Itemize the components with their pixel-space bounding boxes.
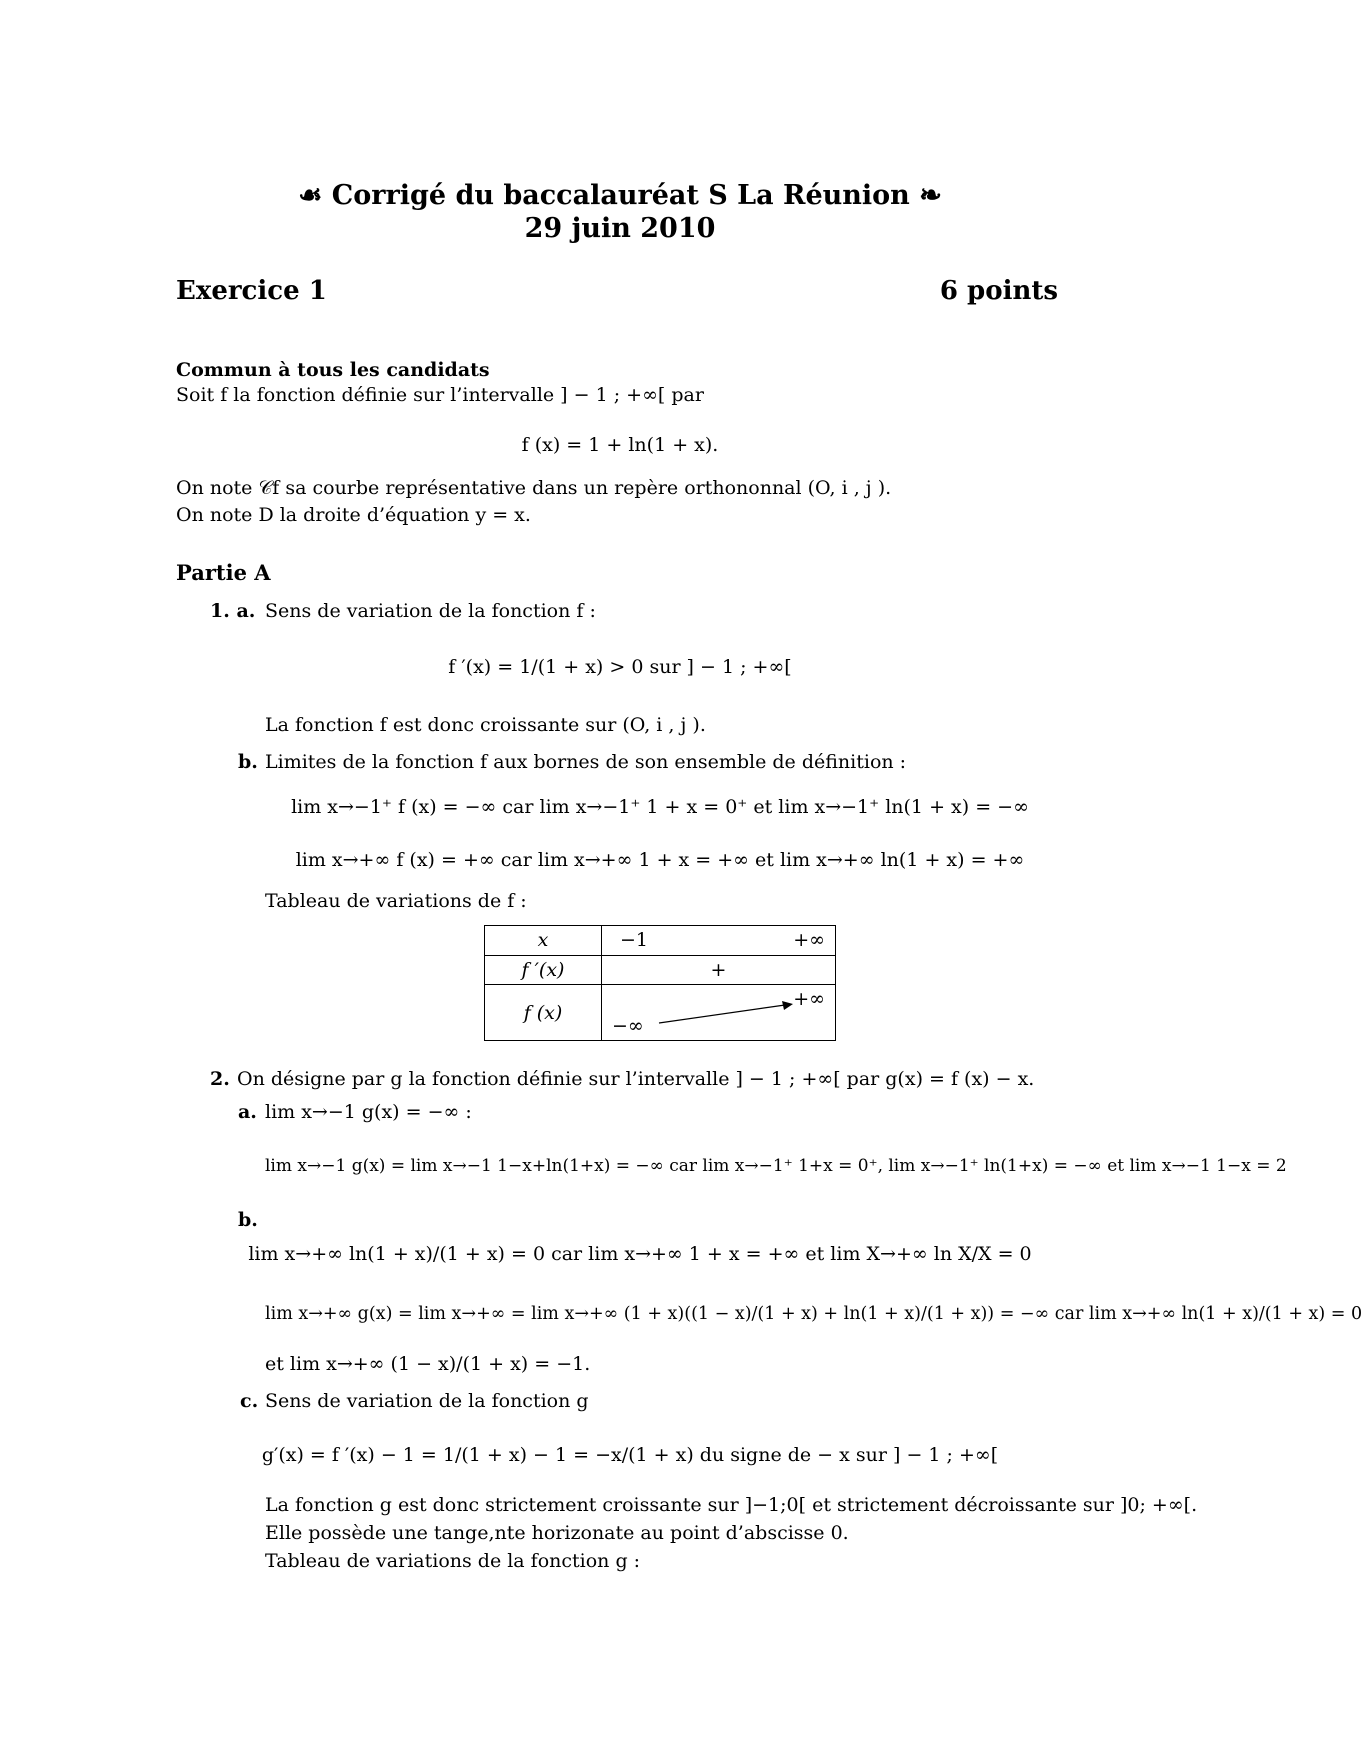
ornament-left-icon: ☙ (298, 180, 323, 211)
table-x-header: x (485, 926, 602, 956)
exercise-title: Exercice 1 (176, 276, 327, 306)
exercise-points: 6 points (939, 276, 1058, 306)
table-x-start: −1 (620, 929, 649, 951)
tableau-f-label: Tableau de variations de f : (265, 890, 527, 912)
q1a-text: Sens de variation de la fonction f : (265, 600, 596, 622)
audience-heading: Commun à tous les candidats (176, 359, 490, 381)
q2-label: 2. (210, 1068, 230, 1090)
q2c-text: Sens de variation de la fonction g (265, 1390, 589, 1412)
table-fprime-sign: + (602, 955, 836, 985)
q1a-label: 1. a. (210, 600, 256, 622)
q1b-limit-2: lim x→+∞ f (x) = +∞ car lim x→+∞ 1 + x = +∞ et lim x→+∞ ln(1 + x) = +∞ (295, 849, 1025, 871)
document-title (0, 178, 1240, 213)
table-f-variation (602, 985, 836, 1041)
q1b-limit-1: lim x→−1⁺ f (x) = −∞ car lim x→−1⁺ 1 + x = 0⁺ et lim x→−1⁺ ln(1 + x) = −∞ (291, 796, 1029, 818)
table-x-end: +∞ (793, 929, 825, 951)
q2a-formula: lim x→−1 g(x) = lim x→−1 1−x+ln(1+x) = −∞ car lim x→−1⁺ 1+x = 0⁺, lim x→−1⁺ ln(1+x) = −∞ et lim x→−1 1−x = 2 (265, 1156, 1287, 1176)
q2b-formula-1: lim x→+∞ ln(1 + x)/(1 + x) = 0 car lim x→+∞ 1 + x = +∞ et lim X→+∞ ln X/X = 0 (248, 1243, 1032, 1265)
q2a-label: a. (238, 1101, 257, 1123)
table-f-end: +∞ (793, 988, 825, 1011)
table-f-header: f (x) (485, 985, 602, 1041)
q1a-formula: f ′(x) = 1/(1 + x) > 0 sur ] − 1 ; +∞[ (448, 656, 792, 678)
q2b-formula-2: lim x→+∞ g(x) = lim x→+∞ = lim x→+∞ (1 + x)((1 − x)/(1 + x) + ln(1 + x)/(1 + x)) = −∞ car lim x→+∞ ln(1 + x)/(1 + x) = 0 (265, 1304, 1362, 1324)
q2b-formula-3: et lim x→+∞ (1 − x)/(1 + x) = −1. (265, 1353, 591, 1375)
q2c-conclusion-3: Tableau de variations de la fonction g : (265, 1550, 641, 1572)
table-x-values (602, 926, 836, 956)
q2b-label: b. (238, 1209, 258, 1231)
q1a-conclusion: La fonction f est donc croissante sur (O, i , j ). (265, 714, 706, 736)
q2c-conclusion-2: Elle possède une tange,nte horizonate au point d’abscisse 0. (265, 1522, 849, 1544)
q2-text: On désigne par g la fonction définie sur l’intervalle ] − 1 ; +∞[ par g(x) = f (x) − x. (237, 1068, 1035, 1090)
intro-line3: On note D la droite d’équation y = x. (176, 504, 531, 526)
variation-table-f (484, 925, 836, 1041)
document-date: 29 juin 2010 (524, 213, 716, 244)
intro-line1: Soit f la fonction définie sur l’intervalle ] − 1 ; +∞[ par (176, 384, 704, 406)
title-text: Corrigé du baccalauréat S La Réunion (331, 180, 910, 211)
ornament-right-icon: ❧ (919, 180, 942, 211)
intro-formula: f (x) = 1 + ln(1 + x). (521, 434, 719, 456)
q1b-label: b. (238, 751, 258, 773)
increasing-arrow-icon (657, 997, 797, 1027)
table-f-start: −∞ (612, 1014, 644, 1037)
q1b-text: Limites de la fonction f aux bornes de son ensemble de définition : (265, 751, 907, 773)
q2c-label: c. (240, 1390, 259, 1412)
q2c-conclusion-1: La fonction g est donc strictement croissante sur ]−1;0[ et strictement décroissante sur ]0; +∞[. (265, 1494, 1198, 1516)
intro-line2: On note 𝒞f sa courbe représentative dans un repère orthononnal (O, i , j ). (176, 477, 892, 499)
table-fprime-header: f ′(x) (485, 955, 602, 985)
q2a-text: lim x→−1 g(x) = −∞ : (265, 1101, 472, 1123)
q2c-formula: g′(x) = f ′(x) − 1 = 1/(1 + x) − 1 = −x/(1 + x) du signe de − x sur ] − 1 ; +∞[ (261, 1444, 999, 1466)
partA-title: Partie A (176, 560, 271, 585)
